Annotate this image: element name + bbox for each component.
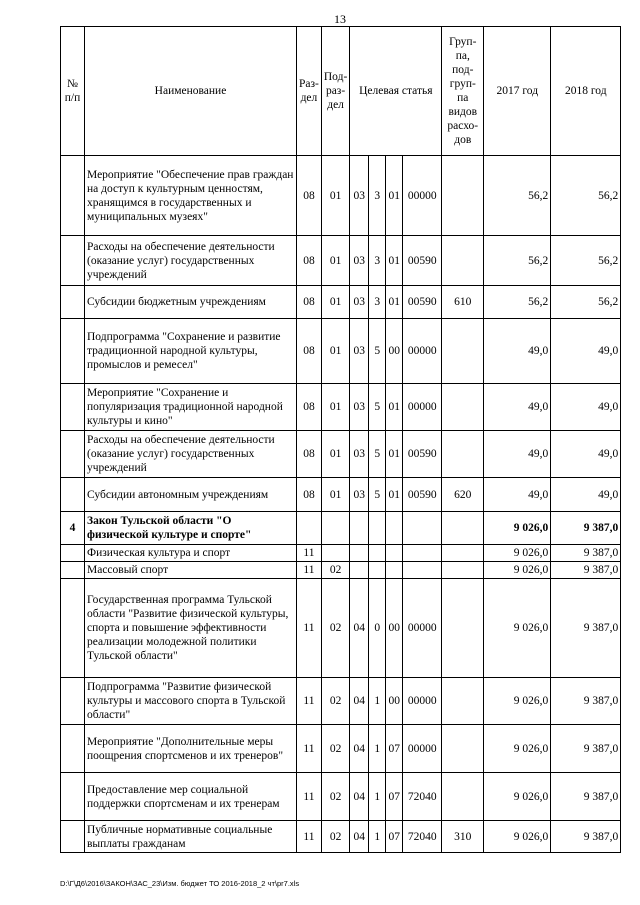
row-target-program bbox=[350, 512, 369, 545]
row-value-2018: 49,0 bbox=[551, 319, 621, 384]
row-target-event: 00 bbox=[386, 319, 403, 384]
row-target-sub: 1 bbox=[369, 678, 386, 725]
row-value-2017: 9 026,0 bbox=[484, 512, 551, 545]
row-name: Расходы на обеспечение деятельности (оказание услуг) государственных учреждений bbox=[85, 431, 297, 478]
row-podrazdel: 02 bbox=[321, 773, 349, 821]
row-podrazdel: 02 bbox=[321, 579, 349, 678]
row-group bbox=[442, 384, 484, 431]
row-target-event: 01 bbox=[386, 431, 403, 478]
row-razdel: 08 bbox=[297, 384, 322, 431]
row-value-2017: 56,2 bbox=[484, 286, 551, 319]
row-group: 620 bbox=[442, 478, 484, 512]
row-target-sub: 1 bbox=[369, 773, 386, 821]
row-podrazdel: 02 bbox=[321, 678, 349, 725]
header-group: Груп-па, под-груп-па видов расхо-дов bbox=[442, 27, 484, 156]
table-row bbox=[61, 478, 621, 512]
table-row bbox=[61, 431, 621, 478]
row-razdel bbox=[297, 512, 322, 545]
row-value-2018: 9 387,0 bbox=[551, 579, 621, 678]
row-name: Подпрограмма "Сохранение и развитие традиционной народной культуры, промыслов и ремесел" bbox=[85, 319, 297, 384]
row-razdel: 08 bbox=[297, 236, 322, 286]
row-target-program: 04 bbox=[350, 725, 369, 773]
row-value-2018: 49,0 bbox=[551, 431, 621, 478]
row-value-2018: 9 387,0 bbox=[551, 821, 621, 853]
row-group: 310 bbox=[442, 821, 484, 853]
row-target-sub: 5 bbox=[369, 384, 386, 431]
table-row bbox=[61, 236, 621, 286]
row-target-sub bbox=[369, 512, 386, 545]
row-razdel: 11 bbox=[297, 562, 322, 579]
row-value-2017: 9 026,0 bbox=[484, 579, 551, 678]
row-target-direction: 00590 bbox=[403, 236, 442, 286]
header-num: № п/п bbox=[61, 27, 85, 156]
row-value-2018: 9 387,0 bbox=[551, 678, 621, 725]
row-name: Субсидии бюджетным учреждениям bbox=[85, 286, 297, 319]
row-target-direction bbox=[403, 512, 442, 545]
row-target-event: 07 bbox=[386, 725, 403, 773]
budget-table bbox=[60, 26, 621, 853]
row-podrazdel: 02 bbox=[321, 725, 349, 773]
row-target-event: 00 bbox=[386, 579, 403, 678]
row-podrazdel: 02 bbox=[321, 562, 349, 579]
table-row bbox=[61, 545, 621, 562]
row-value-2018: 49,0 bbox=[551, 478, 621, 512]
row-podrazdel: 01 bbox=[321, 431, 349, 478]
row-value-2018: 9 387,0 bbox=[551, 773, 621, 821]
row-target-direction: 00000 bbox=[403, 384, 442, 431]
header-target: Целевая статья bbox=[350, 27, 442, 156]
row-num bbox=[61, 545, 85, 562]
table-row bbox=[61, 579, 621, 678]
row-value-2017: 49,0 bbox=[484, 384, 551, 431]
table-row bbox=[61, 286, 621, 319]
row-target-program: 03 bbox=[350, 286, 369, 319]
table-row bbox=[61, 678, 621, 725]
row-group: 610 bbox=[442, 286, 484, 319]
row-value-2018: 9 387,0 bbox=[551, 562, 621, 579]
row-target-direction: 00000 bbox=[403, 678, 442, 725]
row-group bbox=[442, 545, 484, 562]
row-target-event: 00 bbox=[386, 678, 403, 725]
row-num bbox=[61, 579, 85, 678]
row-razdel: 11 bbox=[297, 725, 322, 773]
row-value-2017: 9 026,0 bbox=[484, 562, 551, 579]
row-value-2017: 49,0 bbox=[484, 431, 551, 478]
row-name: Государственная программа Тульской области "Развитие физической культуры, спорта и повышение эффективности реализации молодежной политики Тульской области" bbox=[85, 579, 297, 678]
row-target-direction: 00590 bbox=[403, 478, 442, 512]
row-group bbox=[442, 156, 484, 236]
row-num bbox=[61, 236, 85, 286]
row-value-2018: 49,0 bbox=[551, 384, 621, 431]
row-target-program: 03 bbox=[350, 431, 369, 478]
row-target-event: 01 bbox=[386, 156, 403, 236]
row-target-event: 07 bbox=[386, 773, 403, 821]
row-num bbox=[61, 431, 85, 478]
row-target-program: 03 bbox=[350, 156, 369, 236]
row-value-2017: 49,0 bbox=[484, 478, 551, 512]
table-row bbox=[61, 773, 621, 821]
row-target-sub: 3 bbox=[369, 236, 386, 286]
row-name: Мероприятие "Дополнительные меры поощрения спортсменов и их тренеров" bbox=[85, 725, 297, 773]
row-razdel: 11 bbox=[297, 545, 322, 562]
row-target-sub bbox=[369, 562, 386, 579]
row-num bbox=[61, 156, 85, 236]
page-number: 13 bbox=[334, 12, 346, 26]
row-podrazdel: 01 bbox=[321, 236, 349, 286]
row-value-2017: 9 026,0 bbox=[484, 545, 551, 562]
row-value-2018: 56,2 bbox=[551, 236, 621, 286]
row-podrazdel: 01 bbox=[321, 286, 349, 319]
row-value-2017: 9 026,0 bbox=[484, 725, 551, 773]
row-target-sub: 0 bbox=[369, 579, 386, 678]
row-value-2018: 9 387,0 bbox=[551, 545, 621, 562]
row-name: Массовый спорт bbox=[85, 562, 297, 579]
row-target-program: 04 bbox=[350, 821, 369, 853]
row-target-program bbox=[350, 562, 369, 579]
row-value-2017: 56,2 bbox=[484, 236, 551, 286]
row-num bbox=[61, 678, 85, 725]
row-num bbox=[61, 286, 85, 319]
row-group bbox=[442, 319, 484, 384]
row-num bbox=[61, 478, 85, 512]
row-name: Закон Тульской области "О физической культуре и спорте" bbox=[85, 512, 297, 545]
table-header bbox=[61, 27, 621, 156]
row-value-2018: 56,2 bbox=[551, 156, 621, 236]
row-razdel: 11 bbox=[297, 678, 322, 725]
table-row bbox=[61, 319, 621, 384]
row-target-program: 03 bbox=[350, 319, 369, 384]
header-podrazdel: Под-раз-дел bbox=[321, 27, 349, 156]
row-target-program: 03 bbox=[350, 236, 369, 286]
row-target-event: 01 bbox=[386, 384, 403, 431]
row-target-direction: 00000 bbox=[403, 156, 442, 236]
row-target-direction: 00000 bbox=[403, 319, 442, 384]
row-target-program: 04 bbox=[350, 678, 369, 725]
row-group bbox=[442, 678, 484, 725]
row-target-event: 01 bbox=[386, 286, 403, 319]
row-target-program: 03 bbox=[350, 384, 369, 431]
row-name: Публичные нормативные социальные выплаты гражданам bbox=[85, 821, 297, 853]
header-name: Наименование bbox=[85, 27, 297, 156]
row-target-sub: 5 bbox=[369, 478, 386, 512]
row-target-event bbox=[386, 562, 403, 579]
row-target-event: 01 bbox=[386, 478, 403, 512]
row-target-direction: 00000 bbox=[403, 725, 442, 773]
table-row bbox=[61, 156, 621, 236]
row-num bbox=[61, 725, 85, 773]
row-group bbox=[442, 236, 484, 286]
row-value-2018: 56,2 bbox=[551, 286, 621, 319]
row-target-direction bbox=[403, 562, 442, 579]
table-row bbox=[61, 384, 621, 431]
row-target-event bbox=[386, 512, 403, 545]
row-num bbox=[61, 821, 85, 853]
row-target-event: 07 bbox=[386, 821, 403, 853]
table-row bbox=[61, 562, 621, 579]
row-group bbox=[442, 773, 484, 821]
row-target-event: 01 bbox=[386, 236, 403, 286]
row-group bbox=[442, 512, 484, 545]
row-razdel: 08 bbox=[297, 156, 322, 236]
row-value-2017: 9 026,0 bbox=[484, 821, 551, 853]
row-name: Мероприятие "Сохранение и популяризация традиционной народной культуры и кино" bbox=[85, 384, 297, 431]
row-target-direction: 00590 bbox=[403, 431, 442, 478]
row-target-direction bbox=[403, 545, 442, 562]
row-target-sub bbox=[369, 545, 386, 562]
row-podrazdel: 01 bbox=[321, 384, 349, 431]
row-target-sub: 1 bbox=[369, 725, 386, 773]
row-value-2017: 56,2 bbox=[484, 156, 551, 236]
row-value-2018: 9 387,0 bbox=[551, 512, 621, 545]
row-razdel: 11 bbox=[297, 579, 322, 678]
row-podrazdel bbox=[321, 512, 349, 545]
row-target-sub: 5 bbox=[369, 431, 386, 478]
row-podrazdel: 02 bbox=[321, 821, 349, 853]
row-value-2017: 49,0 bbox=[484, 319, 551, 384]
row-group bbox=[442, 579, 484, 678]
row-value-2018: 9 387,0 bbox=[551, 725, 621, 773]
row-group bbox=[442, 431, 484, 478]
row-target-sub: 3 bbox=[369, 286, 386, 319]
row-razdel: 08 bbox=[297, 319, 322, 384]
row-num bbox=[61, 562, 85, 579]
row-target-program: 04 bbox=[350, 579, 369, 678]
row-value-2017: 9 026,0 bbox=[484, 678, 551, 725]
row-podrazdel: 01 bbox=[321, 478, 349, 512]
row-target-program: 03 bbox=[350, 478, 369, 512]
row-target-direction: 72040 bbox=[403, 821, 442, 853]
row-target-program: 04 bbox=[350, 773, 369, 821]
row-name: Субсидии автономным учреждениям bbox=[85, 478, 297, 512]
row-num bbox=[61, 384, 85, 431]
row-razdel: 08 bbox=[297, 478, 322, 512]
row-podrazdel bbox=[321, 545, 349, 562]
header-2018: 2018 год bbox=[551, 27, 621, 156]
row-target-direction: 00590 bbox=[403, 286, 442, 319]
row-podrazdel: 01 bbox=[321, 319, 349, 384]
row-name: Расходы на обеспечение деятельности (оказание услуг) государственных учреждений bbox=[85, 236, 297, 286]
row-value-2017: 9 026,0 bbox=[484, 773, 551, 821]
table-row bbox=[61, 725, 621, 773]
row-num bbox=[61, 319, 85, 384]
row-group bbox=[442, 562, 484, 579]
row-target-sub: 1 bbox=[369, 821, 386, 853]
row-name: Подпрограмма "Развитие физической культуры и массового спорта в Тульской области" bbox=[85, 678, 297, 725]
table-row bbox=[61, 512, 621, 545]
row-name: Физическая культура и спорт bbox=[85, 545, 297, 562]
row-name: Мероприятие "Обеспечение прав граждан на доступ к культурным ценностям, хранящимся в государственных и муниципальных музеях" bbox=[85, 156, 297, 236]
row-num: 4 bbox=[61, 512, 85, 545]
header-razdel: Раз-дел bbox=[297, 27, 322, 156]
row-target-direction: 00000 bbox=[403, 579, 442, 678]
table-row bbox=[61, 821, 621, 853]
row-razdel: 08 bbox=[297, 431, 322, 478]
row-target-sub: 3 bbox=[369, 156, 386, 236]
row-target-direction: 72040 bbox=[403, 773, 442, 821]
row-target-program bbox=[350, 545, 369, 562]
row-podrazdel: 01 bbox=[321, 156, 349, 236]
row-num bbox=[61, 773, 85, 821]
header-2017: 2017 год bbox=[484, 27, 551, 156]
row-target-sub: 5 bbox=[369, 319, 386, 384]
row-name: Предоставление мер социальной поддержки спортсменам и их тренерам bbox=[85, 773, 297, 821]
row-target-event bbox=[386, 545, 403, 562]
row-razdel: 11 bbox=[297, 773, 322, 821]
row-razdel: 11 bbox=[297, 821, 322, 853]
file-path-footer: D:\Г\Д6\2016\ЗАКОН\ЗАС_23\Изм. бюджет ТО 2016-2018_2 чт\pr7.xls bbox=[60, 879, 300, 888]
row-group bbox=[442, 725, 484, 773]
row-razdel: 08 bbox=[297, 286, 322, 319]
